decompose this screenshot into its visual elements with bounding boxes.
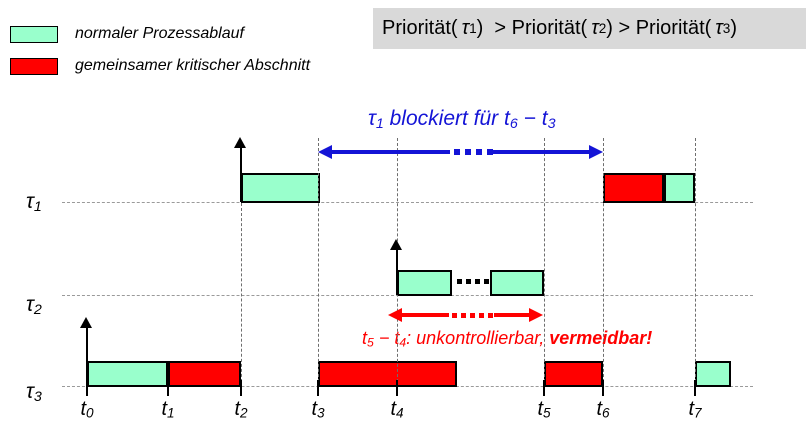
release-arrow-shaft xyxy=(86,326,88,386)
red-arrow-dot xyxy=(470,313,475,318)
tau2-gap-dot xyxy=(466,279,471,284)
row-label-tau1: τ1 xyxy=(26,190,42,215)
row-label-tau2: τ2 xyxy=(26,293,42,318)
time-label-t6: t6 xyxy=(596,398,610,421)
tick-t3 xyxy=(317,380,319,396)
tick-t7 xyxy=(694,380,696,396)
time-label-t1: t1 xyxy=(161,398,175,421)
tick-t2 xyxy=(240,380,242,396)
bar-tau3-normal xyxy=(695,361,731,387)
release-arrow-head xyxy=(390,239,402,250)
bar-tau2-normal xyxy=(490,270,544,296)
time-label-t3: t3 xyxy=(311,398,325,421)
blue-arrow-segment xyxy=(493,150,590,154)
release-arrow-head xyxy=(234,137,246,148)
tau2-gap-dot xyxy=(475,279,480,284)
time-label-t4: t4 xyxy=(390,398,404,421)
tick-t4 xyxy=(396,380,398,396)
bar-tau3-normal xyxy=(87,361,168,387)
gridline xyxy=(544,138,545,392)
blue-arrow-dot xyxy=(476,149,482,155)
blue-arrow-dot xyxy=(487,149,493,155)
bar-tau3-critical xyxy=(318,361,457,387)
tick-t1 xyxy=(167,380,169,396)
time-label-t0: t0 xyxy=(80,398,94,421)
time-label-t2: t2 xyxy=(234,398,248,421)
tick-t5 xyxy=(543,380,545,396)
time-label-t7: t7 xyxy=(688,398,702,421)
release-arrow-head xyxy=(80,317,92,328)
bar-tau3-critical xyxy=(168,361,241,387)
gridline xyxy=(603,138,604,392)
release-arrow-shaft xyxy=(240,146,242,202)
priority-rule-box: Priorität( τ 1 ) > Priorität( τ 2 ) > Priorität( τ 3 ) xyxy=(373,8,806,49)
bar-tau3-critical xyxy=(544,361,603,387)
blue-arrow-segment xyxy=(331,150,450,154)
tau2-gap-dot xyxy=(457,279,462,284)
tick-t6 xyxy=(602,380,604,396)
time-label-t5: t5 xyxy=(537,398,551,421)
blue-arrow-dot xyxy=(465,149,471,155)
legend-label-critical: gemeinsamer kritischer Abschnitt xyxy=(75,57,311,74)
red-arrow-dot xyxy=(452,313,457,318)
release-arrow-shaft xyxy=(396,248,398,295)
gridline xyxy=(695,138,696,392)
red-arrow-left-head xyxy=(388,308,402,322)
red-arrow-right-head xyxy=(529,308,543,322)
red-arrow-dot xyxy=(479,313,484,318)
red-arrow-segment xyxy=(494,313,530,317)
blue-arrow-right-head xyxy=(589,145,603,159)
red-arrow-dot xyxy=(488,313,493,318)
bar-tau2-normal xyxy=(397,270,452,296)
blue-arrow-dot xyxy=(454,149,460,155)
bar-tau1-critical xyxy=(603,173,664,203)
legend-label-normal: normaler Prozessablauf xyxy=(75,25,244,42)
red-arrow-dot xyxy=(461,313,466,318)
blue-blocking-annotation: τ1 blockiert für t6 − t3 xyxy=(368,107,556,132)
bar-tau1-normal xyxy=(241,173,320,203)
bar-tau1-normal xyxy=(664,173,695,203)
blue-arrow-left-head xyxy=(318,145,332,159)
red-arrow-segment xyxy=(400,313,449,317)
tau2-gap-dot xyxy=(484,279,489,284)
gridline xyxy=(241,203,242,392)
red-uncontrollable-annotation: t5 − t4: unkontrollierbar, vermeidbar! xyxy=(362,328,653,350)
gridline xyxy=(318,138,319,392)
row-label-tau3: τ3 xyxy=(26,380,42,405)
